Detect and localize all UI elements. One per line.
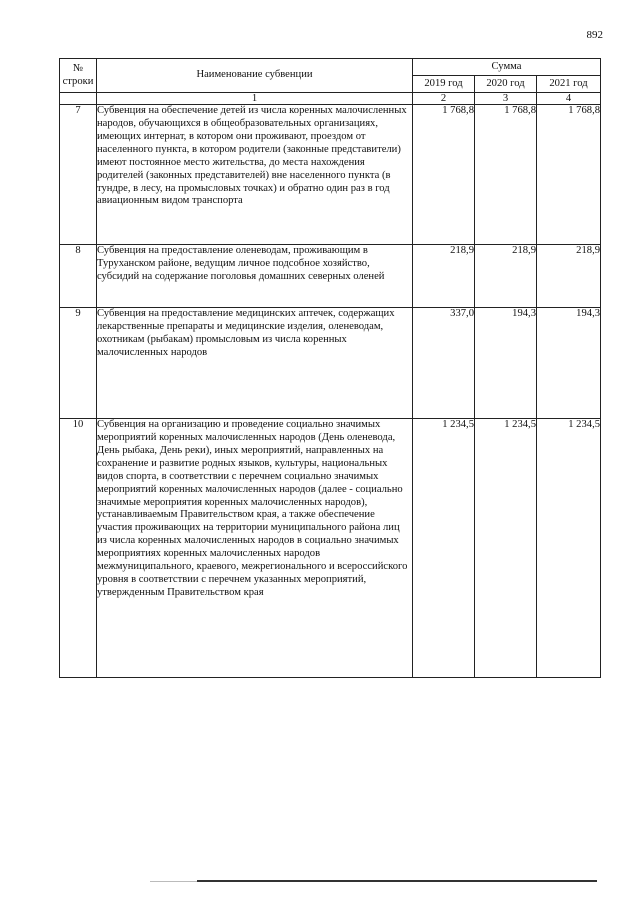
year-2019-header: 2019 год [413,76,475,93]
value-2020: 1 768,8 [475,105,537,245]
year-2020-header: 2020 год [475,76,537,93]
year-2021-header: 2021 год [537,76,601,93]
value-2020: 194,3 [475,308,537,419]
value-2021: 1 768,8 [537,105,601,245]
subvention-name: Субвенция на предоставление медицинских аптечек, содержащих лекарственные препараты и медицинские изделия, оленеводам, охотникам (рыбакам) промысловым из числа коренных малочисленных народов [97,308,413,419]
subventions-table [59,58,601,678]
value-2021: 218,9 [537,245,601,308]
value-2019: 1 768,8 [413,105,475,245]
value-2019: 1 234,5 [413,419,475,678]
scan-edge-line-faint [150,881,197,882]
row-number: 10 [60,419,97,678]
value-2021: 1 234,5 [537,419,601,678]
subvention-name-header: Наименование субвенции [97,59,413,93]
subvention-name: Субвенция на организацию и проведение социально значимых мероприятий коренных малочисленных народов (День оленевода, День рыбака, День реки), иных мероприятий, направленных на сохранение и развитие родных языков, культуры, национальных видов спорта, в соответствии с перечнем социально значимых мероприятий коренных малочисленных народов (далее - социально значимые мероприятия коренных малочисленных народов), устанавливаемым Правительством края, а также обеспечение участия проживающих на территории муниципального района лиц из числа коренных малочисленных народов в социально значимых мероприятиях коренных малочисленных народов межмуниципального, краевого, межрегионального и всероссийского уровня в соответствии с перечнем указанных мероприятий, утвержденным Правительством края [97,419,413,678]
table-row [60,308,601,419]
value-2019: 337,0 [413,308,475,419]
table-row [60,245,601,308]
subvention-name: Субвенция на предоставление оленеводам, проживающим в Туруханском районе, ведущим личное подсобное хозяйство, субсидий на содержание поголовья домашних северных оленей [97,245,413,308]
row-number: 9 [60,308,97,419]
row-number: 8 [60,245,97,308]
subvention-name: Субвенция на обеспечение детей из числа коренных малочисленных народов, обучающихся в общеобразовательных организациях, имеющих интернат, в котором они проживают, проездом от населенного пункта, в котором родители (законные представители) имеют постоянное место жительства, до места нахождения родителей (законных представителей) вне населенного пункта (в тундре, в лесу, на промысловых точках) и обратно один раз в год авиационным видом транспорта [97,105,413,245]
scan-edge-line [197,880,597,882]
row-number-header: № строки [60,59,97,93]
table-row [60,105,601,245]
sum-header: Сумма [413,59,601,76]
column-number-2: 2 [413,93,475,105]
column-number-4: 4 [537,93,601,105]
value-2019: 218,9 [413,245,475,308]
value-2020: 218,9 [475,245,537,308]
column-number-blank [60,93,97,105]
value-2021: 194,3 [537,308,601,419]
value-2020: 1 234,5 [475,419,537,678]
column-number-3: 3 [475,93,537,105]
page-number: 892 [586,29,603,41]
row-number: 7 [60,105,97,245]
table-row [60,419,601,678]
column-number-1: 1 [97,93,413,105]
